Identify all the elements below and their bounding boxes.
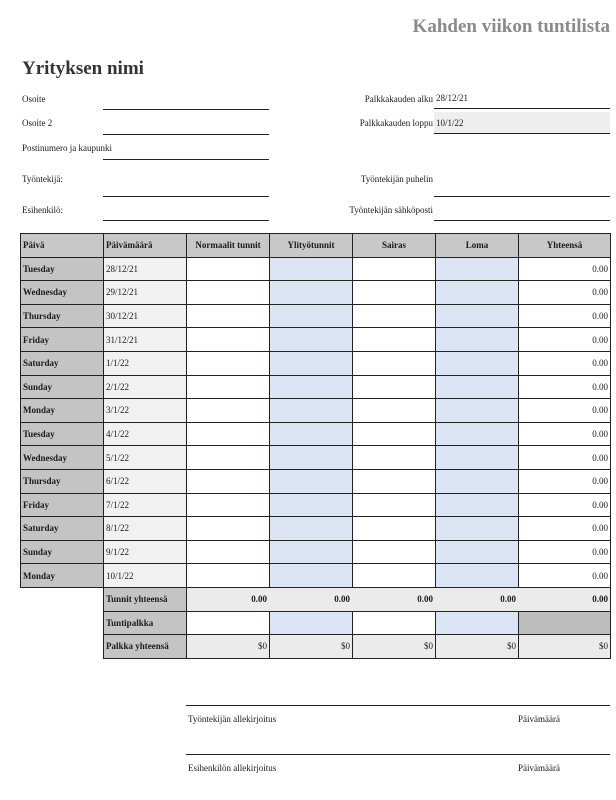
address-label: Osoite [22, 94, 46, 104]
employee-signature-label: Työntekijän allekirjoitus [188, 714, 277, 724]
pay-period-end-label: Palkkakauden loppu [359, 118, 433, 128]
date-cell: 2/1/22 [104, 375, 187, 399]
row-total-cell: 0.00 [519, 493, 611, 517]
sick-hours-cell[interactable] [353, 304, 436, 328]
overtime-hours-cell[interactable] [270, 328, 353, 352]
table-row [21, 517, 611, 541]
vacation-hours-cell[interactable] [436, 351, 519, 375]
total-all-hours: 0.00 [519, 587, 611, 611]
date-cell: 10/1/22 [104, 564, 187, 588]
total-normal-hours: 0.00 [187, 587, 270, 611]
employee-signature-date-label: Päivämäärä [518, 714, 560, 724]
overtime-hours-cell[interactable] [270, 257, 353, 281]
sick-hours-cell[interactable] [353, 281, 436, 305]
table-row [21, 257, 611, 281]
vacation-hours-cell[interactable] [436, 540, 519, 564]
day-cell: Friday [21, 328, 104, 352]
employee-email-field[interactable] [434, 206, 610, 221]
table-row [21, 469, 611, 493]
overtime-hours-cell[interactable] [270, 493, 353, 517]
pay-normal: $0 [187, 635, 270, 659]
employee-email-label: Työntekijän sähköposti [349, 205, 433, 215]
overtime-hours-cell[interactable] [270, 399, 353, 423]
rate-overtime-cell[interactable] [270, 611, 353, 635]
table-row [21, 351, 611, 375]
pay-total: $0 [519, 635, 611, 659]
table-row [21, 304, 611, 328]
row-total-cell: 0.00 [519, 375, 611, 399]
supervisor-signature-line[interactable] [186, 754, 610, 755]
table-row [21, 422, 611, 446]
sick-hours-cell[interactable] [353, 257, 436, 281]
sick-hours-cell[interactable] [353, 564, 436, 588]
sick-hours-cell[interactable] [353, 517, 436, 541]
hourly-rate-row [21, 611, 611, 635]
header-overtime-hours: Ylityötunnit [270, 234, 353, 258]
table-header-row [21, 234, 611, 258]
overtime-hours-cell[interactable] [270, 375, 353, 399]
vacation-hours-cell[interactable] [436, 257, 519, 281]
day-cell: Thursday [21, 304, 104, 328]
pay-period-start-label: Palkkakauden alku [364, 94, 433, 104]
header-vacation: Loma [436, 234, 519, 258]
sick-hours-cell[interactable] [353, 469, 436, 493]
row-total-cell: 0.00 [519, 422, 611, 446]
address-field[interactable] [103, 95, 269, 110]
row-total-cell: 0.00 [519, 446, 611, 470]
pay-sick: $0 [353, 635, 436, 659]
pay-period-end-field[interactable]: 10/1/22 [434, 112, 610, 134]
date-cell: 28/12/21 [104, 257, 187, 281]
day-cell: Tuesday [21, 422, 104, 446]
pay-overtime: $0 [270, 635, 353, 659]
pay-vacation: $0 [436, 635, 519, 659]
rate-normal-cell[interactable] [187, 611, 270, 635]
date-cell: 3/1/22 [104, 399, 187, 423]
day-cell: Monday [21, 564, 104, 588]
overtime-hours-cell[interactable] [270, 469, 353, 493]
overtime-hours-cell[interactable] [270, 422, 353, 446]
row-total-cell: 0.00 [519, 564, 611, 588]
total-pay-label: Palkka yhteensä [104, 635, 187, 659]
date-cell: 30/12/21 [104, 304, 187, 328]
vacation-hours-cell[interactable] [436, 493, 519, 517]
date-cell: 4/1/22 [104, 422, 187, 446]
rate-vacation-cell[interactable] [436, 611, 519, 635]
total-overtime-hours: 0.00 [270, 587, 353, 611]
header-date: Päivämäärä [104, 234, 187, 258]
row-total-cell: 0.00 [519, 399, 611, 423]
day-cell: Tuesday [21, 257, 104, 281]
total-pay-row [21, 635, 611, 659]
vacation-hours-cell[interactable] [436, 422, 519, 446]
normal-hours-cell[interactable] [187, 375, 270, 399]
date-cell: 31/12/21 [104, 328, 187, 352]
sick-hours-cell[interactable] [353, 328, 436, 352]
overtime-hours-cell[interactable] [270, 304, 353, 328]
normal-hours-cell[interactable] [187, 328, 270, 352]
header-sick: Sairas [353, 234, 436, 258]
supervisor-signature-label: Esihenkilön allekirjoitus [188, 763, 277, 773]
row-total-cell: 0.00 [519, 257, 611, 281]
vacation-hours-cell[interactable] [436, 281, 519, 305]
address2-field[interactable] [103, 120, 269, 135]
sick-hours-cell[interactable] [353, 399, 436, 423]
total-sick-hours: 0.00 [353, 587, 436, 611]
rate-total-cell [519, 611, 611, 635]
sick-hours-cell[interactable] [353, 351, 436, 375]
date-cell: 9/1/22 [104, 540, 187, 564]
normal-hours-cell[interactable] [187, 281, 270, 305]
table-row [21, 493, 611, 517]
table-row [21, 281, 611, 305]
normal-hours-cell[interactable] [187, 540, 270, 564]
header-total: Yhteensä [519, 234, 611, 258]
sick-hours-cell[interactable] [353, 446, 436, 470]
normal-hours-cell[interactable] [187, 257, 270, 281]
vacation-hours-cell[interactable] [436, 399, 519, 423]
postal-city-label: Postinumero ja kaupunki [22, 143, 112, 153]
total-hours-label: Tunnit yhteensä [104, 587, 187, 611]
header-normal-hours: Normaalit tunnit [187, 234, 270, 258]
day-cell: Wednesday [21, 281, 104, 305]
day-cell: Friday [21, 493, 104, 517]
supervisor-signature-date-label: Päivämäärä [518, 763, 560, 773]
overtime-hours-cell[interactable] [270, 351, 353, 375]
table-row [21, 399, 611, 423]
company-name: Yrityksen nimi [22, 58, 144, 79]
normal-hours-cell[interactable] [187, 446, 270, 470]
normal-hours-cell[interactable] [187, 469, 270, 493]
sick-hours-cell[interactable] [353, 375, 436, 399]
normal-hours-cell[interactable] [187, 564, 270, 588]
day-cell: Saturday [21, 517, 104, 541]
date-cell: 8/1/22 [104, 517, 187, 541]
supervisor-label: Esihenkilö: [22, 205, 63, 215]
table-row [21, 564, 611, 588]
total-hours-row [21, 587, 611, 611]
normal-hours-cell[interactable] [187, 493, 270, 517]
table-row [21, 375, 611, 399]
rate-sick-cell[interactable] [353, 611, 436, 635]
total-vacation-hours: 0.00 [436, 587, 519, 611]
overtime-hours-cell[interactable] [270, 540, 353, 564]
row-total-cell: 0.00 [519, 328, 611, 352]
normal-hours-cell[interactable] [187, 304, 270, 328]
day-cell: Sunday [21, 540, 104, 564]
row-total-cell: 0.00 [519, 540, 611, 564]
vacation-hours-cell[interactable] [436, 446, 519, 470]
row-total-cell: 0.00 [519, 281, 611, 305]
header-day: Päivä [21, 234, 104, 258]
day-cell: Wednesday [21, 446, 104, 470]
sick-hours-cell[interactable] [353, 422, 436, 446]
day-cell: Sunday [21, 375, 104, 399]
overtime-hours-cell[interactable] [270, 281, 353, 305]
normal-hours-cell[interactable] [187, 399, 270, 423]
employee-label: Työntekijä: [22, 174, 63, 184]
sick-hours-cell[interactable] [353, 493, 436, 517]
vacation-hours-cell[interactable] [436, 517, 519, 541]
day-cell: Saturday [21, 351, 104, 375]
row-total-cell: 0.00 [519, 304, 611, 328]
normal-hours-cell[interactable] [187, 517, 270, 541]
row-total-cell: 0.00 [519, 469, 611, 493]
vacation-hours-cell[interactable] [436, 564, 519, 588]
employee-phone-field[interactable] [434, 182, 610, 197]
overtime-hours-cell[interactable] [270, 517, 353, 541]
employee-signature-line[interactable] [186, 705, 610, 706]
date-cell: 1/1/22 [104, 351, 187, 375]
date-cell: 6/1/22 [104, 469, 187, 493]
row-total-cell: 0.00 [519, 351, 611, 375]
timesheet-table [20, 233, 611, 659]
postal-city-field[interactable] [103, 145, 269, 160]
normal-hours-cell[interactable] [187, 351, 270, 375]
day-cell: Monday [21, 399, 104, 423]
supervisor-field[interactable] [103, 206, 269, 221]
date-cell: 29/12/21 [104, 281, 187, 305]
date-cell: 5/1/22 [104, 446, 187, 470]
employee-phone-label: Työntekijän puhelin [360, 174, 433, 184]
document-title: Kahden viikon tuntilista [412, 16, 610, 37]
table-row [21, 328, 611, 352]
vacation-hours-cell[interactable] [436, 375, 519, 399]
vacation-hours-cell[interactable] [436, 304, 519, 328]
vacation-hours-cell[interactable] [436, 469, 519, 493]
table-row [21, 446, 611, 470]
vacation-hours-cell[interactable] [436, 328, 519, 352]
address2-label: Osoite 2 [22, 118, 53, 128]
overtime-hours-cell[interactable] [270, 446, 353, 470]
date-cell: 7/1/22 [104, 493, 187, 517]
row-total-cell: 0.00 [519, 517, 611, 541]
sick-hours-cell[interactable] [353, 540, 436, 564]
day-cell: Thursday [21, 469, 104, 493]
overtime-hours-cell[interactable] [270, 564, 353, 588]
normal-hours-cell[interactable] [187, 422, 270, 446]
table-row [21, 540, 611, 564]
employee-field[interactable] [103, 182, 269, 197]
pay-period-start-field[interactable]: 28/12/21 [434, 91, 610, 109]
hourly-rate-label: Tuntipalkka [104, 611, 187, 635]
